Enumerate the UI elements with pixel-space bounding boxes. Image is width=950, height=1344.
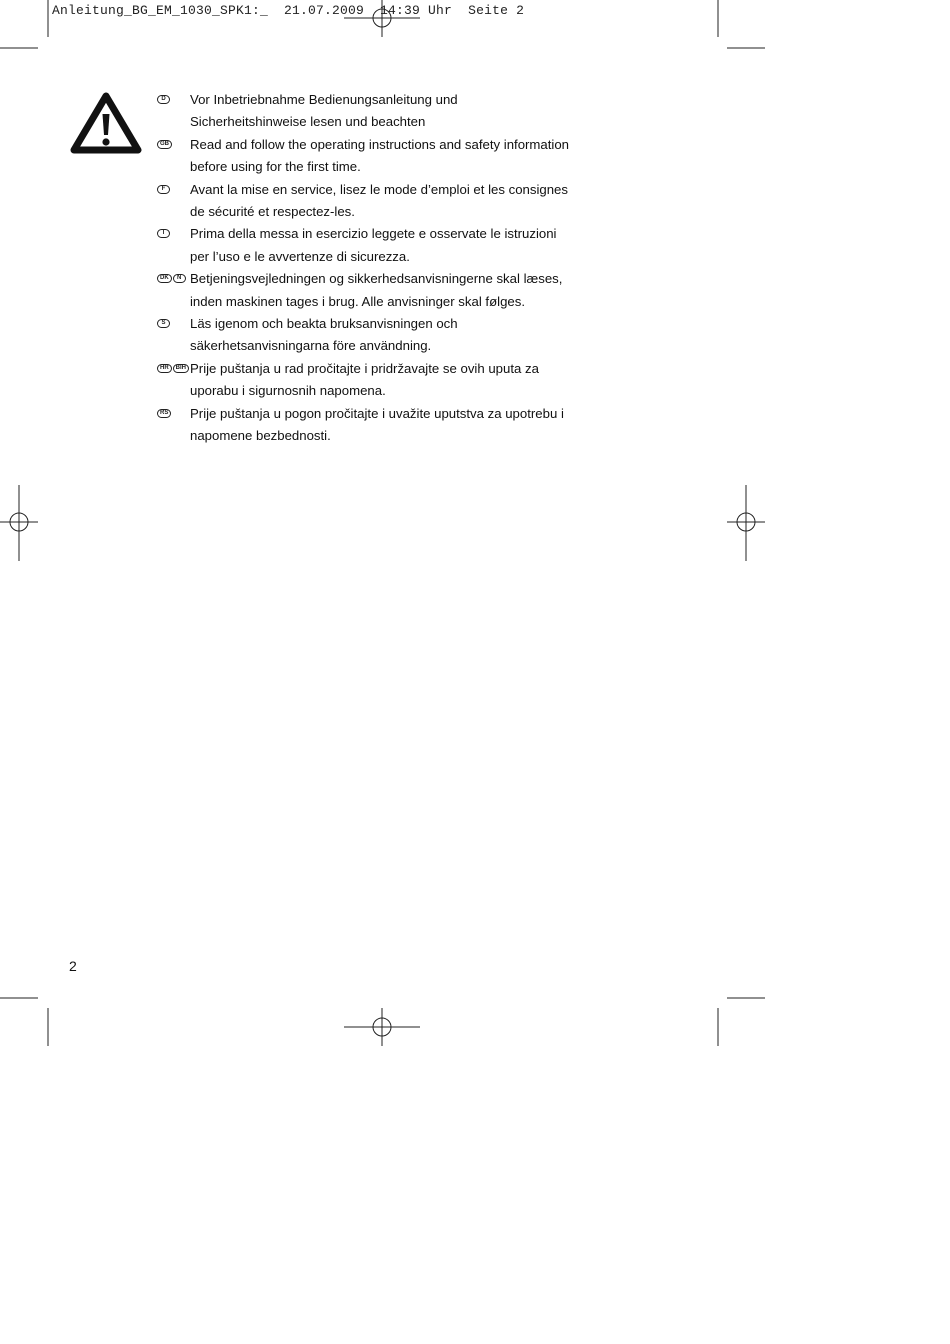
language-code-badge: BIH [173, 364, 189, 373]
language-badges [157, 95, 170, 104]
language-badges [157, 229, 170, 238]
language-entry [157, 179, 577, 224]
instruction-text-line: inden maskinen tages i brug. Alle anvisninger skal følges. [190, 293, 525, 309]
print-slug-header: Anleitung_BG_EM_1030_SPK1:_ 21.07.2009 14:39 Uhr Seite 2 [52, 3, 525, 18]
instruction-text-line: de sécurité et respectez-les. [190, 204, 355, 220]
language-code-badge: S [157, 319, 170, 328]
language-badges [157, 409, 171, 418]
language-badges [157, 319, 170, 328]
language-code-badge: N [173, 274, 186, 283]
warning-triangle-icon [70, 92, 142, 156]
page-number: 2 [69, 958, 77, 974]
language-code-badge: F [157, 185, 170, 194]
language-code-badge: RS [157, 409, 171, 418]
instruction-text-line: before using for the first time. [190, 159, 361, 175]
instruction-text-line: Prije puštanja u rad pročitajte i pridržavajte se ovih uputa za [190, 360, 539, 376]
language-code-badge: I [157, 229, 170, 238]
language-code-badge: HR [157, 364, 172, 373]
instruction-text-line: Sicherheitshinweise lesen und beachten [190, 114, 426, 130]
language-entry [157, 313, 577, 358]
instruction-text-line: Läs igenom och beakta bruksanvisningen och [190, 316, 458, 332]
language-entry [157, 223, 577, 268]
instruction-text-line: per l’uso e le avvertenze di sicurezza. [190, 248, 410, 264]
language-code-badge: DK [157, 274, 172, 283]
instruction-text-line: Avant la mise en service, lisez le mode d’emploi et les consignes [190, 181, 568, 197]
instruction-text-line: Prima della messa in esercizio leggete e osservate le istruzioni [190, 226, 557, 242]
language-entry [157, 134, 577, 179]
instruction-text-line: Prije puštanja u pogon pročitajte i uvažite uputstva za upotrebu i [190, 405, 564, 421]
instruction-text-line: napomene bezbednosti. [190, 428, 331, 444]
instruction-text-line: säkerhetsanvisningarna före användning. [190, 338, 432, 354]
language-badges [157, 364, 189, 373]
language-entry [157, 358, 577, 403]
language-badges [157, 140, 172, 149]
language-entry [157, 403, 577, 448]
language-badges [157, 185, 170, 194]
language-entry [157, 89, 577, 134]
instruction-text-line: uporabu i sigurnosnih napomena. [190, 383, 386, 399]
safety-notice-list [157, 89, 577, 448]
language-entry [157, 268, 577, 313]
instruction-text-line: Betjeningsvejledningen og sikkerhedsanvisningerne skal læses, [190, 271, 563, 287]
language-code-badge: D [157, 95, 170, 104]
instruction-text-line: Read and follow the operating instructions and safety information [190, 136, 569, 152]
instruction-text-line: Vor Inbetriebnahme Bedienungsanleitung und [190, 92, 458, 107]
language-code-badge: GB [157, 140, 172, 149]
language-badges [157, 274, 186, 283]
